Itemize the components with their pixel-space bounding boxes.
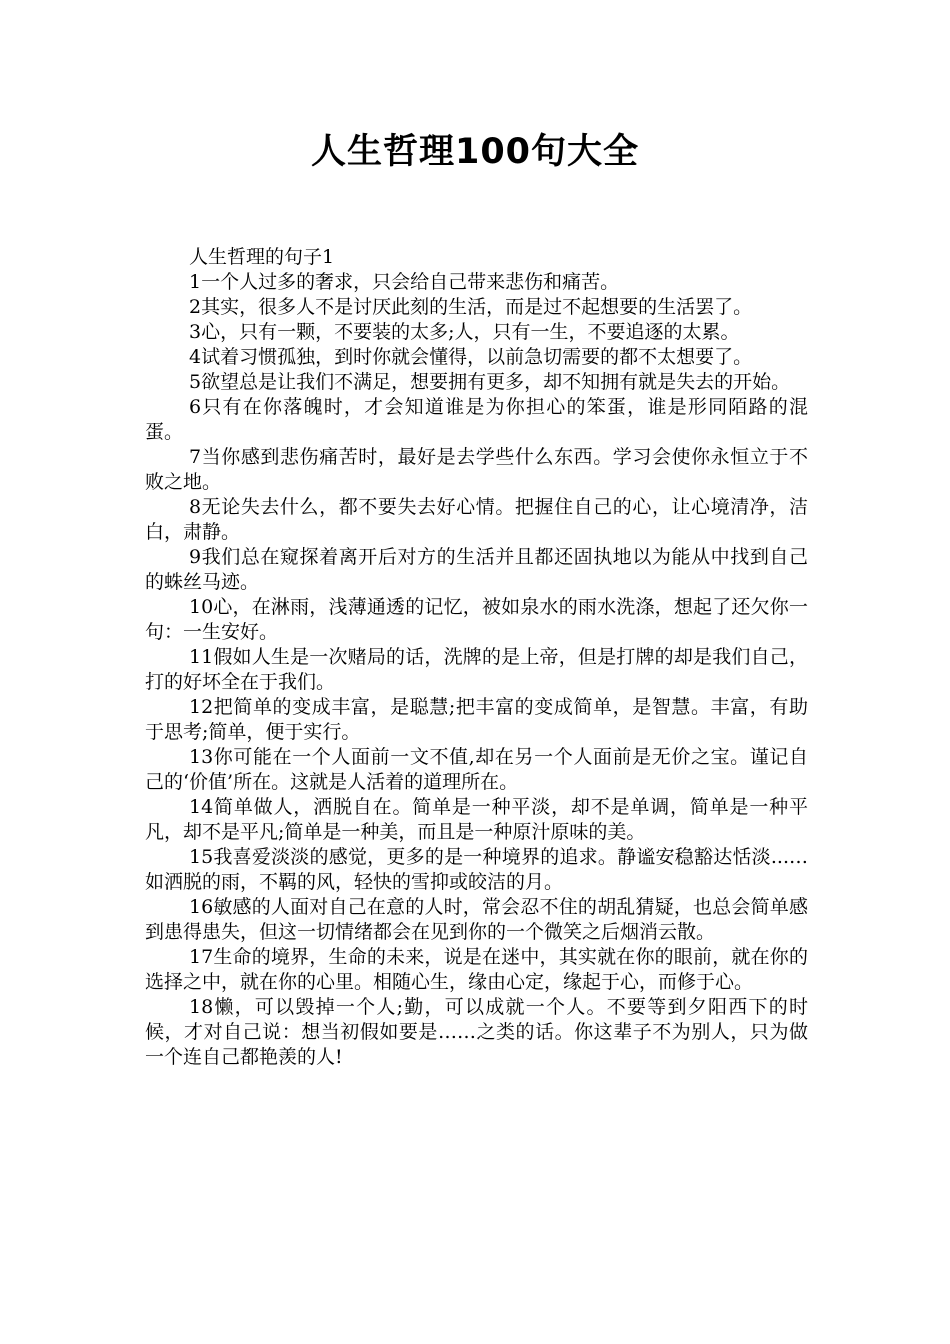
paragraph: 14简单做人，洒脱自在。简单是一种平淡，却不是单调，简单是一种平凡，却不是平凡;简单是一种美，而且是一种原汁原味的美。: [145, 796, 808, 843]
paragraph: 11假如人生是一次赌局的话，洗牌的是上帝，但是打牌的却是我们自己，打的好坏全在于我们。: [145, 646, 808, 693]
paragraph: 2其实，很多人不是讨厌此刻的生活，而是过不起想要的生活罢了。: [189, 296, 753, 318]
page-title: 人生哲理100句大全: [310, 132, 640, 172]
paragraph: 4试着习惯孤独，到时你就会懂得，以前急切需要的都不太想要了。: [189, 346, 753, 368]
paragraph: 13你可能在一个人面前一文不值,却在另一个人面前是无价之宝。谨记自己的‘价值’所在。这就是人活着的道理所在。: [145, 746, 808, 793]
paragraph: 12把简单的变成丰富，是聪慧;把丰富的变成简单，是智慧。丰富，有助于思考;简单，便于实行。: [145, 696, 808, 743]
paragraph: 15我喜爱淡淡的感觉，更多的是一种境界的追求。静谧安稳豁达恬淡...…如洒脱的雨，不羁的风，轻快的雪抑或皎洁的月。: [145, 846, 808, 893]
paragraph: 7当你感到悲伤痛苦时，最好是去学些什么东西。学习会使你永恒立于不败之地。: [145, 446, 808, 493]
paragraph: 6只有在你落魄时，才会知道谁是为你担心的笨蛋，谁是形同陌路的混蛋。: [145, 396, 808, 443]
paragraph: 18懒，可以毁掉一个人;勤，可以成就一个人。不要等到夕阳西下的时候，才对自己说：想当初假如要是……之类的话。你这辈子不为别人，只为做一个连自己都艳羡的人!: [145, 996, 808, 1068]
paragraph: 1一个人过多的奢求，只会给自己带来悲伤和痛苦。: [189, 271, 620, 293]
section-heading: 人生哲理的句子1: [189, 246, 335, 268]
paragraph: 10心，在淋雨，浅薄通透的记忆，被如泉水的雨水洗涤，想起了还欠你一句：一生安好。: [145, 596, 808, 643]
paragraph: 8无论失去什么，都不要失去好心情。把握住自己的心，让心境清净，洁白，肃静。: [145, 496, 808, 543]
paragraph: 9我们总在窥探着离开后对方的生活并且都还固执地以为能从中找到自己的蛛丝马迹。: [145, 546, 808, 593]
paragraph: 17生命的境界，生命的未来，说是在迷中，其实就在你的眼前，就在你的选择之中，就在你的心里。相随心生，缘由心定，缘起于心，而修于心。: [145, 946, 808, 993]
document-body: [145, 245, 808, 1070]
paragraph: 16敏感的人面对自己在意的人时，常会忍不住的胡乱猜疑，也总会简单感到患得患失，但这一切情绪都会在见到你的一个微笑之后烟消云散。: [145, 896, 808, 943]
paragraph: 5欲望总是让我们不满足，想要拥有更多，却不知拥有就是失去的开始。: [189, 371, 791, 393]
paragraph: 3心，只有一颗，不要装的太多;人，只有一生，不要追逐的太累。: [189, 321, 740, 343]
